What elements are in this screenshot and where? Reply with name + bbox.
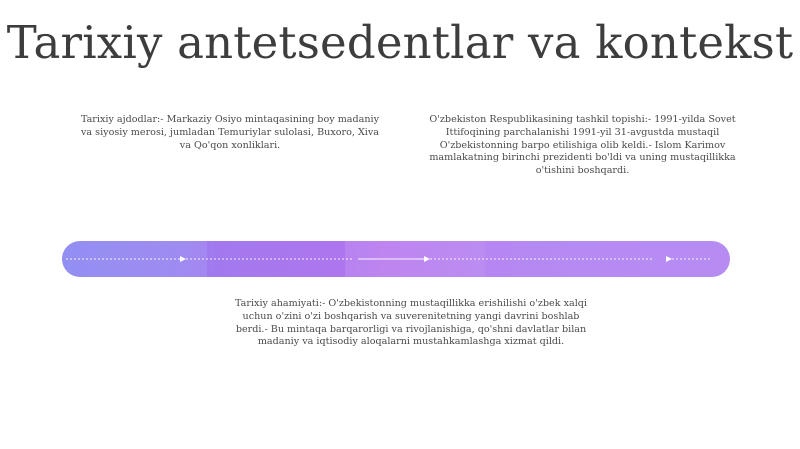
- text-block-significance: Tarixiy ahamiyati:- O'zbekistonning mustaqillikka erishilishi o'zbek xalqi uchun o'zini o'zi boshqarish va suverenitetning yangi davrini boshlab berdi.- Bu mintaqa barqarorligi va rivojlanishiga, qo'shni davlatlar bilan madaniy va iqtisodiy aloqalarni mustahkamlashga xizmat qildi.: [235, 298, 587, 348]
- timeline-arrows: [62, 241, 730, 277]
- arrow-right-icon: [666, 256, 672, 262]
- arrow-right-icon: [180, 256, 186, 262]
- arrow-right-icon: [424, 256, 430, 262]
- page-title: Tarixiy antetsedentlar va kontekst: [6, 16, 794, 69]
- timeline-bar: [62, 241, 730, 277]
- text-block-ancestors: Tarixiy ajdodlar:- Markaziy Osiyo mintaqasining boy madaniy va siyosiy merosi, jumladan Temuriylar sulolasi, Buxoro, Xiva va Qo'qon xonliklari.: [80, 114, 380, 151]
- text-block-formation: O'zbekiston Respublikasining tashkil topishi:- 1991-yilda Sovet Ittifoqining parchalanishi 1991-yil 31-avgustda mustaqil O'zbekistonning barpo etilishiga olib keldi.- Islom Karimov mamlakatning birinchi prezidenti bo'ldi va uning mustaqillikka o'tishini boshqardi.: [429, 114, 736, 177]
